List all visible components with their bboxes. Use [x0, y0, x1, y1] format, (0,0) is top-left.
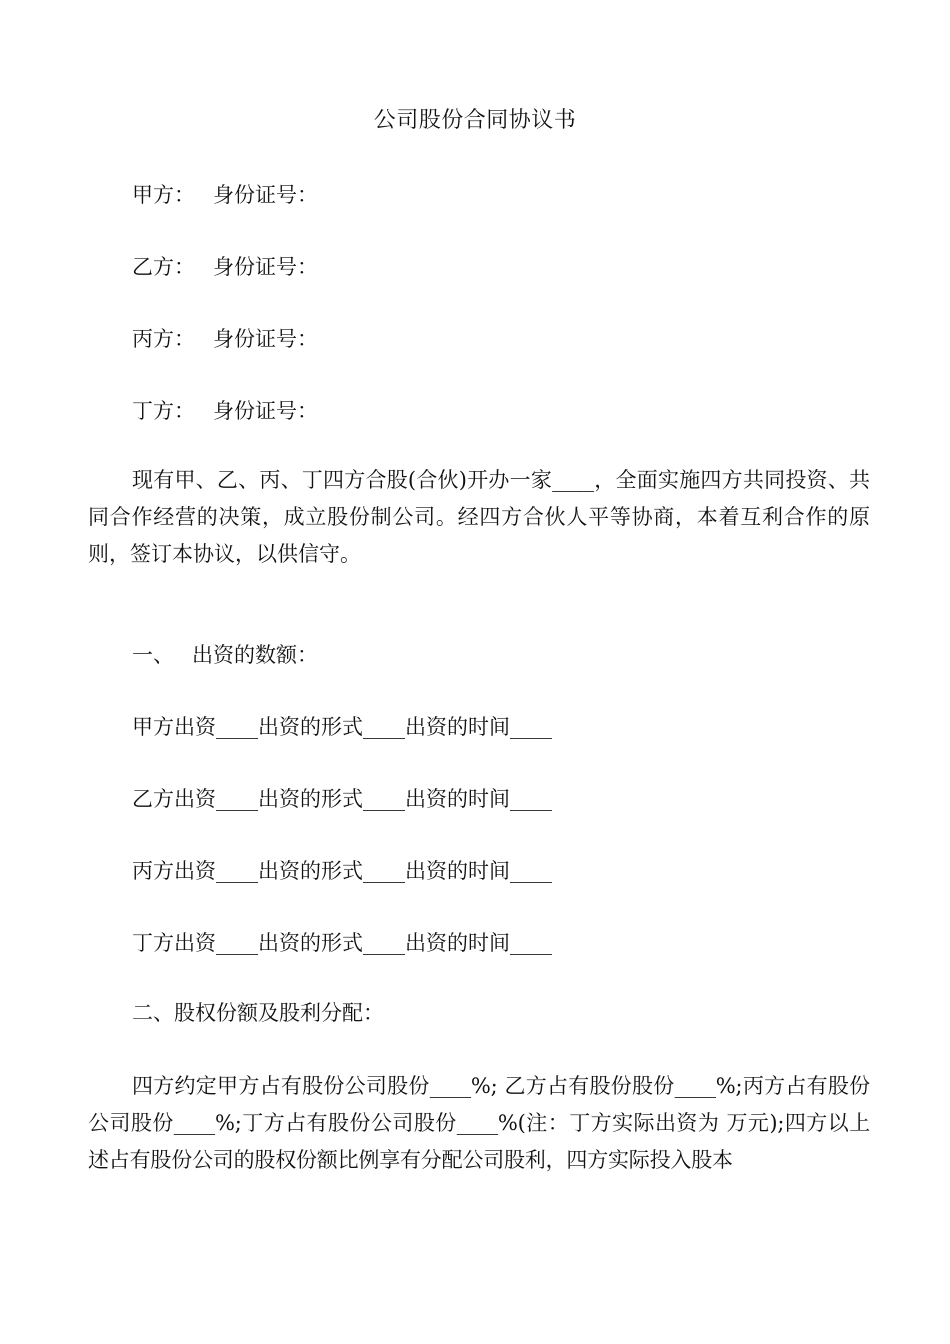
party-label: 甲方：	[132, 183, 195, 207]
contribution-line-ding: 丁方出资____出资的形式____出资的时间____	[132, 931, 552, 955]
id-number-label: 身份证号：	[213, 327, 318, 351]
contribution-line-yi: 乙方出资____出资的形式____出资的时间____	[132, 787, 552, 811]
id-number-label: 身份证号：	[213, 255, 318, 279]
party-line-ding	[132, 396, 318, 426]
party-label: 乙方：	[132, 255, 195, 279]
party-line-yi	[132, 252, 318, 282]
party-label: 丙方：	[132, 327, 195, 351]
party-label: 丁方：	[132, 399, 195, 423]
equity-paragraph: 四方约定甲方占有股份公司股份____%; 乙方占有股份股份____%;丙方占有股份公司股份____%;丁方占有股份公司股份____%(注：丁方实际出资为 万元);四方以上述占有股份公司的股权份额比例享有分配公司股利，四方实际投入股本	[88, 1074, 870, 1172]
contribution-line-jia: 甲方出资____出资的形式____出资的时间____	[132, 715, 552, 739]
id-number-label: 身份证号：	[213, 399, 318, 423]
party-line-jia	[132, 180, 318, 210]
party-line-bing	[132, 324, 318, 354]
id-number-label: 身份证号：	[213, 183, 318, 207]
document-title: 公司股份合同协议书	[373, 108, 577, 133]
section-1-heading	[132, 640, 318, 670]
section-number: 一、	[132, 643, 174, 667]
contribution-line-bing: 丙方出资____出资的形式____出资的时间____	[132, 859, 552, 883]
section-2-heading: 二、股权份额及股利分配：	[132, 1001, 384, 1025]
section-title: 出资的数额：	[192, 643, 318, 667]
intro-paragraph: 现有甲、乙、丙、丁四方合股(合伙)开办一家____，全面实施四方共同投资、共同合作经营的决策，成立股份制公司。经四方合伙人平等协商，本着互利合作的原则，签订本协议，以供信守。	[88, 468, 870, 566]
